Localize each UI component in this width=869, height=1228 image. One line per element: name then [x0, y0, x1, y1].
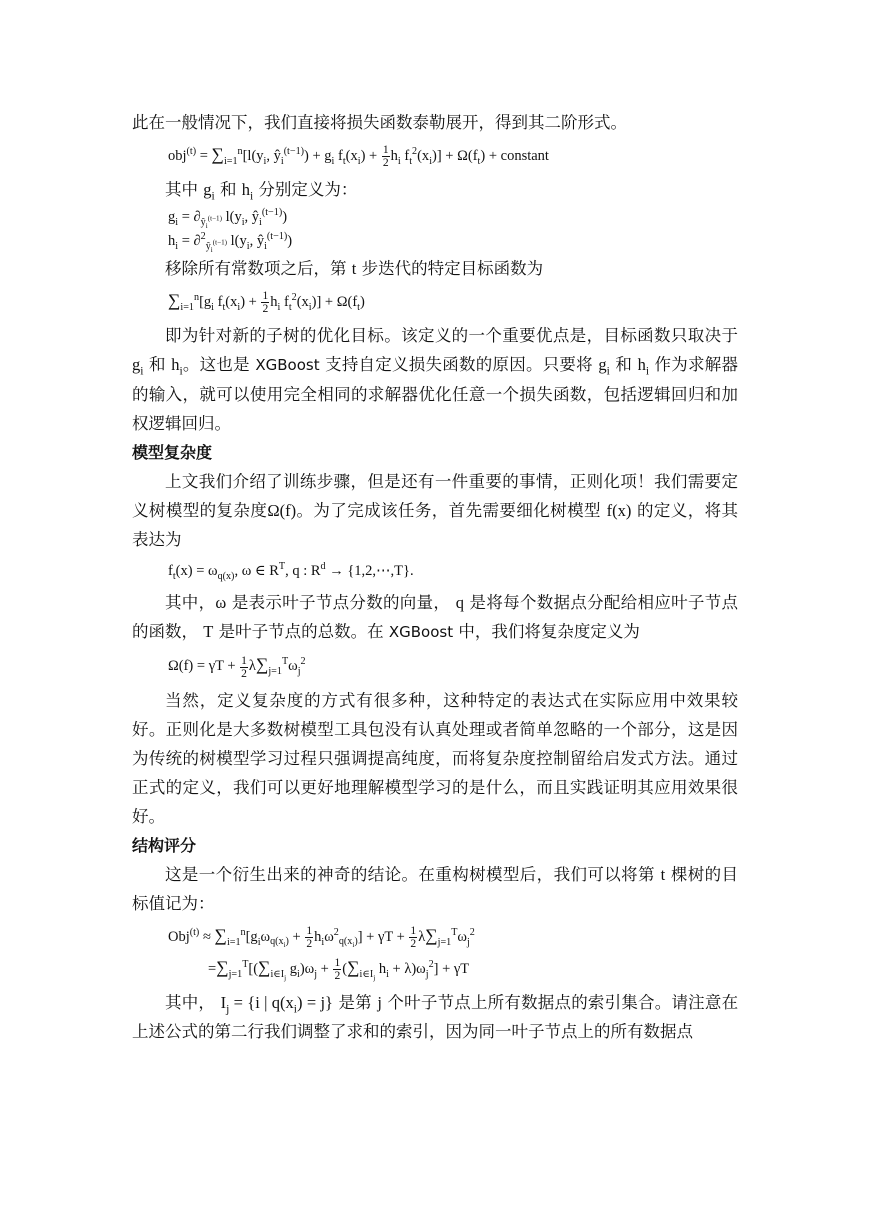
regularization-paragraph: 当然，定义复杂度的方式有很多种，这种特定的表达式在实际应用中效果较好。正则化是大多数树模型工具包没有认真处理或者简单忽略的一个部分，这是因为传统的树模型学习过程只强调提高纯度，而将复杂度控制留给启发式方法。通过正式的定义，我们可以更好地理解模型学习的是什么，而且实践证明其应用效果很好。: [132, 690, 738, 826]
remove-constants-paragraph: 移除所有常数项之后，第 t 步迭代的特定目标函数为: [165, 259, 544, 279]
equation-objective: $obj^{(t)} = \sum_{i=1}^n[l(y_i$, $ŷ_i^{(t-1)}) + g_i$ $f_t(x_i)$ + $\frac{1}{2}$ $h_i$ $f_t^2(x_i)] + \Omega(f_t)$ + constant: [168, 143, 549, 170]
where-paragraph: 其中，ω 是表示叶子节点分数的向量， q 是将每个数据点分配给相应叶子节点的函数， T 是叶子节点的总数。在 XGBoost 中，我们将复杂度定义为: [132, 593, 739, 642]
score-paragraph: 这是一个衍生出来的神奇的结论。在重构树模型后，我们可以将第 t 棵树的目标值记为：: [132, 864, 738, 913]
equation-objective-tree: $Obj^{(t)} \approx \sum_{i=1}^n[g_i\omega_{q(x_i)}$ + $\frac{1}{2}$ $h_i\omega^2_{q(x_i)}] + \gamma T$ + $\frac{1}{2}$ $\lambda\sum_{j=1}^T\omega_j^2$: [168, 923, 475, 950]
document-body: [132, 108, 738, 1046]
heading-model-complexity: 模型复杂度: [132, 443, 213, 463]
index-set-paragraph: 其中， $I_j = \{i$ | $q(x_i) = j$} 是第 j 个叶子节点上所有数据点的索引集合。请注意在上述公式的第二行我们调整了求和的索引，因为同一叶子节点上的所有数据点: [132, 992, 739, 1041]
equation-tree-definition: $f_t(x) = \omega_{q(x)}$, ω ∈ $R^T$, q : $R^d$ → {1,2,⋯,T}.: [168, 561, 414, 583]
equation-objective-simplified: $\sum_{i=1}^n[g_i$ $f_t(x_i)$ + $\frac{1}{2}$ $h_i$ $f_t^2(x_i)] + \Omega(f_t)$: [168, 289, 365, 316]
equation-complexity: Ω(f) = γT + $\frac{1}{2}$ $\lambda\sum_{j=1}^T\omega_j^2$: [168, 653, 306, 680]
equation-objective-regrouped: $=\sum_{j=1}^T[(\sum_{i\in I_j}$ $g_i)\omega_j$ + $\frac{1}{2}$ ($\sum_{i\in I_j}$ $h_i + \lambda)\omega_j^2] + \gamma T$: [208, 955, 470, 982]
intro-paragraph: 此在一般情况下，我们直接将损失函数泰勒展开，得到其二阶形式。: [132, 113, 627, 132]
equation-g: $g_i = \partial_{ŷ_i^{(t-1)}}$ $l(y_i$, $ŷ_i^{(t-1)}$): [168, 207, 288, 231]
gh-definition: 其中 $g_i$ 和 $h_i$ 分别定义为：: [165, 180, 358, 203]
heading-structure-score: 结构评分: [132, 835, 197, 855]
optimization-paragraph: 即为针对新的子树的优化目标。该定义的一个重要优点是，目标函数只取决于 $g_i$ 和 $h_i$。这也是 XGBoost 支持自定义损失函数的原因。只要将 $g_i$ 和 $h_i$ 作为求解器的输入，就可以使用完全相同的求解器优化任意一个损失函数，包括逻辑回归和加权逻辑回归。: [132, 326, 739, 434]
complexity-paragraph: 上文我们介绍了训练步骤，但是还有一件重要的事情，正则化项！我们需要定义树模型的复杂度Ω(f)。为了完成该任务，首先需要细化树模型 f(x) 的定义，将其表达为: [132, 472, 739, 550]
equation-h: $h_i = \partial^2_{ŷ_i^{(t-1)}}$ $l(y_i$, $ŷ_i^{(t-1)}$): [168, 231, 293, 255]
